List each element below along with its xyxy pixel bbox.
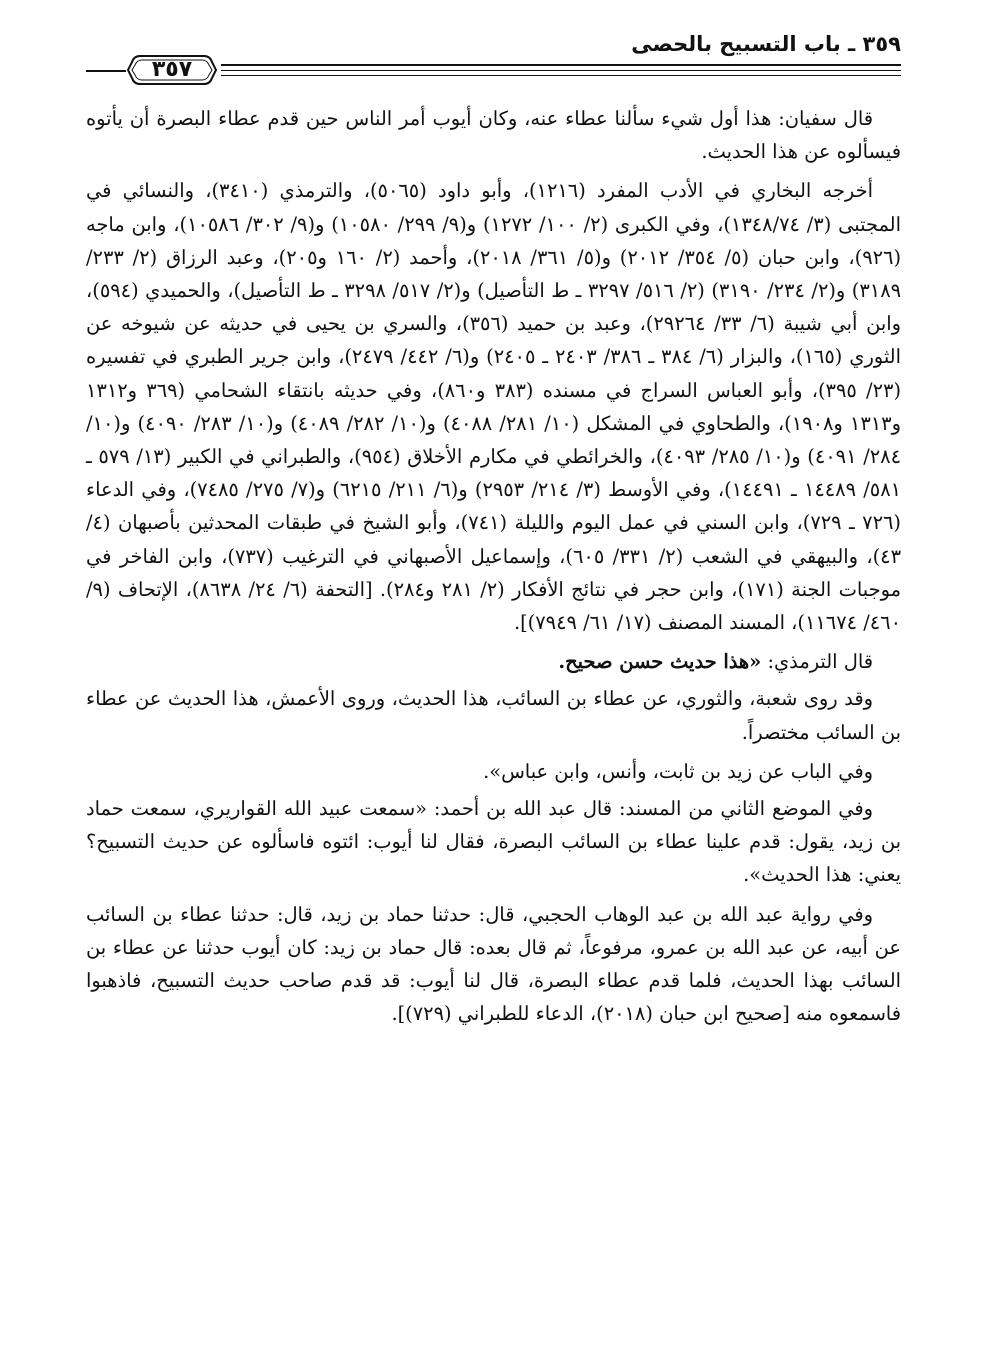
paragraph-sufyan: قال سفيان: هذا أول شيء سألنا عطاء عنه، وكان أيوب أمر الناس حين قدم عطاء البصرة أن يأتوه فيسألوه عن هذا الحديث.: [86, 107, 901, 164]
paragraph-musnad: وفي الموضع الثاني من المسند: قال عبد الله بن أحمد: «سمعت عبيد الله القواريري، سمعت حماد بن زيد، يقول: قدم علينا عطاء بن السائب البصرة، فقال لنا أيوب: ائتوه فاسألوه عن حديث التسبيح؟ يعني: هذا الحديث».: [86, 797, 901, 887]
page-number-badge: [126, 50, 218, 90]
page-header: [86, 28, 901, 98]
header-rule: [221, 64, 901, 66]
paragraph-shuba: وقد روى شعبة، والثوري، عن عطاء بن السائب، هذا الحديث، وروى الأعمش، هذا الحديث عن عطاء بن السائب مختصراً.: [86, 687, 901, 744]
paragraph-tirmidhi: [86, 645, 901, 678]
header-rule: [221, 70, 901, 71]
tirmidhi-quote: «هذا حديث حسن صحيح.: [558, 650, 762, 674]
header-rule-left: [86, 70, 126, 72]
paragraph-bab: وفي الباب عن زيد بن ثابت، وأنس، وابن عباس».: [483, 759, 873, 783]
paragraph-hajabi: وفي رواية عبد الله بن عبد الوهاب الحجبي، قال: حدثنا حماد بن زيد، قال: حدثنا عطاء بن السائب عن أبيه، عن عبد الله بن عمرو، مرفوعاً، ثم قال بعده: قال حماد بن زيد: كان أيوب حدثنا عن عطاء بن السائب بهذا الحديث، فلما قدم عطاء البصرة، قال لنا أيوب: قد قدم صاحب حديث التسبيح، فاذهبوا فاسمعوه منه [صحيح ابن حبان (٢٠١٨)، الدعاء للطبراني (٧٢٩)].: [86, 902, 901, 1026]
header-rule: [221, 75, 901, 76]
tirmidhi-lead: قال الترمذي:: [761, 650, 873, 674]
page-number: ٣٥٧: [151, 57, 193, 82]
page-body: [86, 102, 901, 1036]
paragraph-takhrij: أخرجه البخاري في الأدب المفرد (١٢١٦)، وأبو داود (٥٠٦٥)، والترمذي (٣٤١٠)، والنسائي في المجتبى (٣/ ١٣٤٨/٧٤)، وفي الكبرى (٢/ ١٠٠/ ١٢٧٢) و(٩/ ٢٩٩/ ١٠٥٨٠) و(٩/ ٣٠٢/ ١٠٥٨٦)، وابن ماجه (٩٢٦)، وابن حبان (٥/ ٣٥٤/ ٢٠١٢) و(٥/ ٣٦١/ ٢٠١٨)، وأحمد (٢/ ١٦٠ و٢٠٥)، وعبد الرزاق (٢/ ٢٣٣/ ٣١٨٩) و(٢/ ٢٣٤/ ٣١٩٠) (٢/ ٥١٦/ ٣٢٩٧ ـ ط التأصيل) و(٢/ ٥١٧/ ٣٢٩٨ ـ ط التأصيل)، والحميدي (٥٩٤)، وابن أبي شيبة (٦/ ٣٣/ ٢٩٢٦٤)، وعبد بن حميد (٣٥٦)، والسري بن يحيى في حديثه عن شيوخه عن الثوري (١٦٥)، والبزار (٦/ ٣٨٤ ـ ٣٨٦/ ٢٤٠٣ ـ ٢٤٠٥) و(٦/ ٤٤٢/ ٢٤٧٩)، وابن جرير الطبري في تفسيره (٢٣/ ٣٩٥)، وأبو العباس السراج في مسنده (٣٨٣ و٨٦٠)، وفي حديثه بانتقاء الشحامي (٣٦٩ و١٣١٢ و١٣١٣ و١٩٠٨)، والطحاوي في المشكل (١٠/ ٢٨١/ ٤٠٨٨) و(١٠/ ٢٨٢/ ٤٠٨٩) و(١٠/ ٢٨٣/ ٤٠٩٠) و(١٠/ ٢٨٤/ ٤٠٩١) و(١٠/ ٢٨٥/ ٤٠٩٣)، والخرائطي في مكارم الأخلاق (٩٥٤)، والطبراني في الكبير (١٣/ ٥٧٩ ـ ٥٨١/ ١٤٤٨٩ ـ ١٤٤٩١)، وفي الأوسط (٣/ ٢١٤/ ٢٩٥٣) و(٦/ ٢١١/ ٦٢١٥) و(٧/ ٢٧٥/ ٧٤٨٥)، وفي الدعاء (٧٢٦ ـ ٧٢٩)، وابن السني في عمل اليوم والليلة (٧٤١)، وأبو الشيخ في طبقات المحدثين بأصبهان (٤/ ٤٣)، والبيهقي في الشعب (٢/ ٣٣١/ ٦٠٥)، وإسماعيل الأصبهاني في الترغيب (٧٣٧)، وابن الفاخر في موجبات الجنة (١٧١)، وابن حجر في نتائج الأفكار (٢/ ٢٨١ و٢٨٤). [التحفة (٦/ ٢٤/ ٨٦٣٨)، الإتحاف (٩/ ٤٦٠/ ١١٦٧٤)، المسند المصنف (١٧/ ٦١/ ٧٩٤٩)].: [86, 179, 902, 635]
chapter-title: ٣٥٩ ـ باب التسبيح بالحصى: [631, 32, 901, 56]
